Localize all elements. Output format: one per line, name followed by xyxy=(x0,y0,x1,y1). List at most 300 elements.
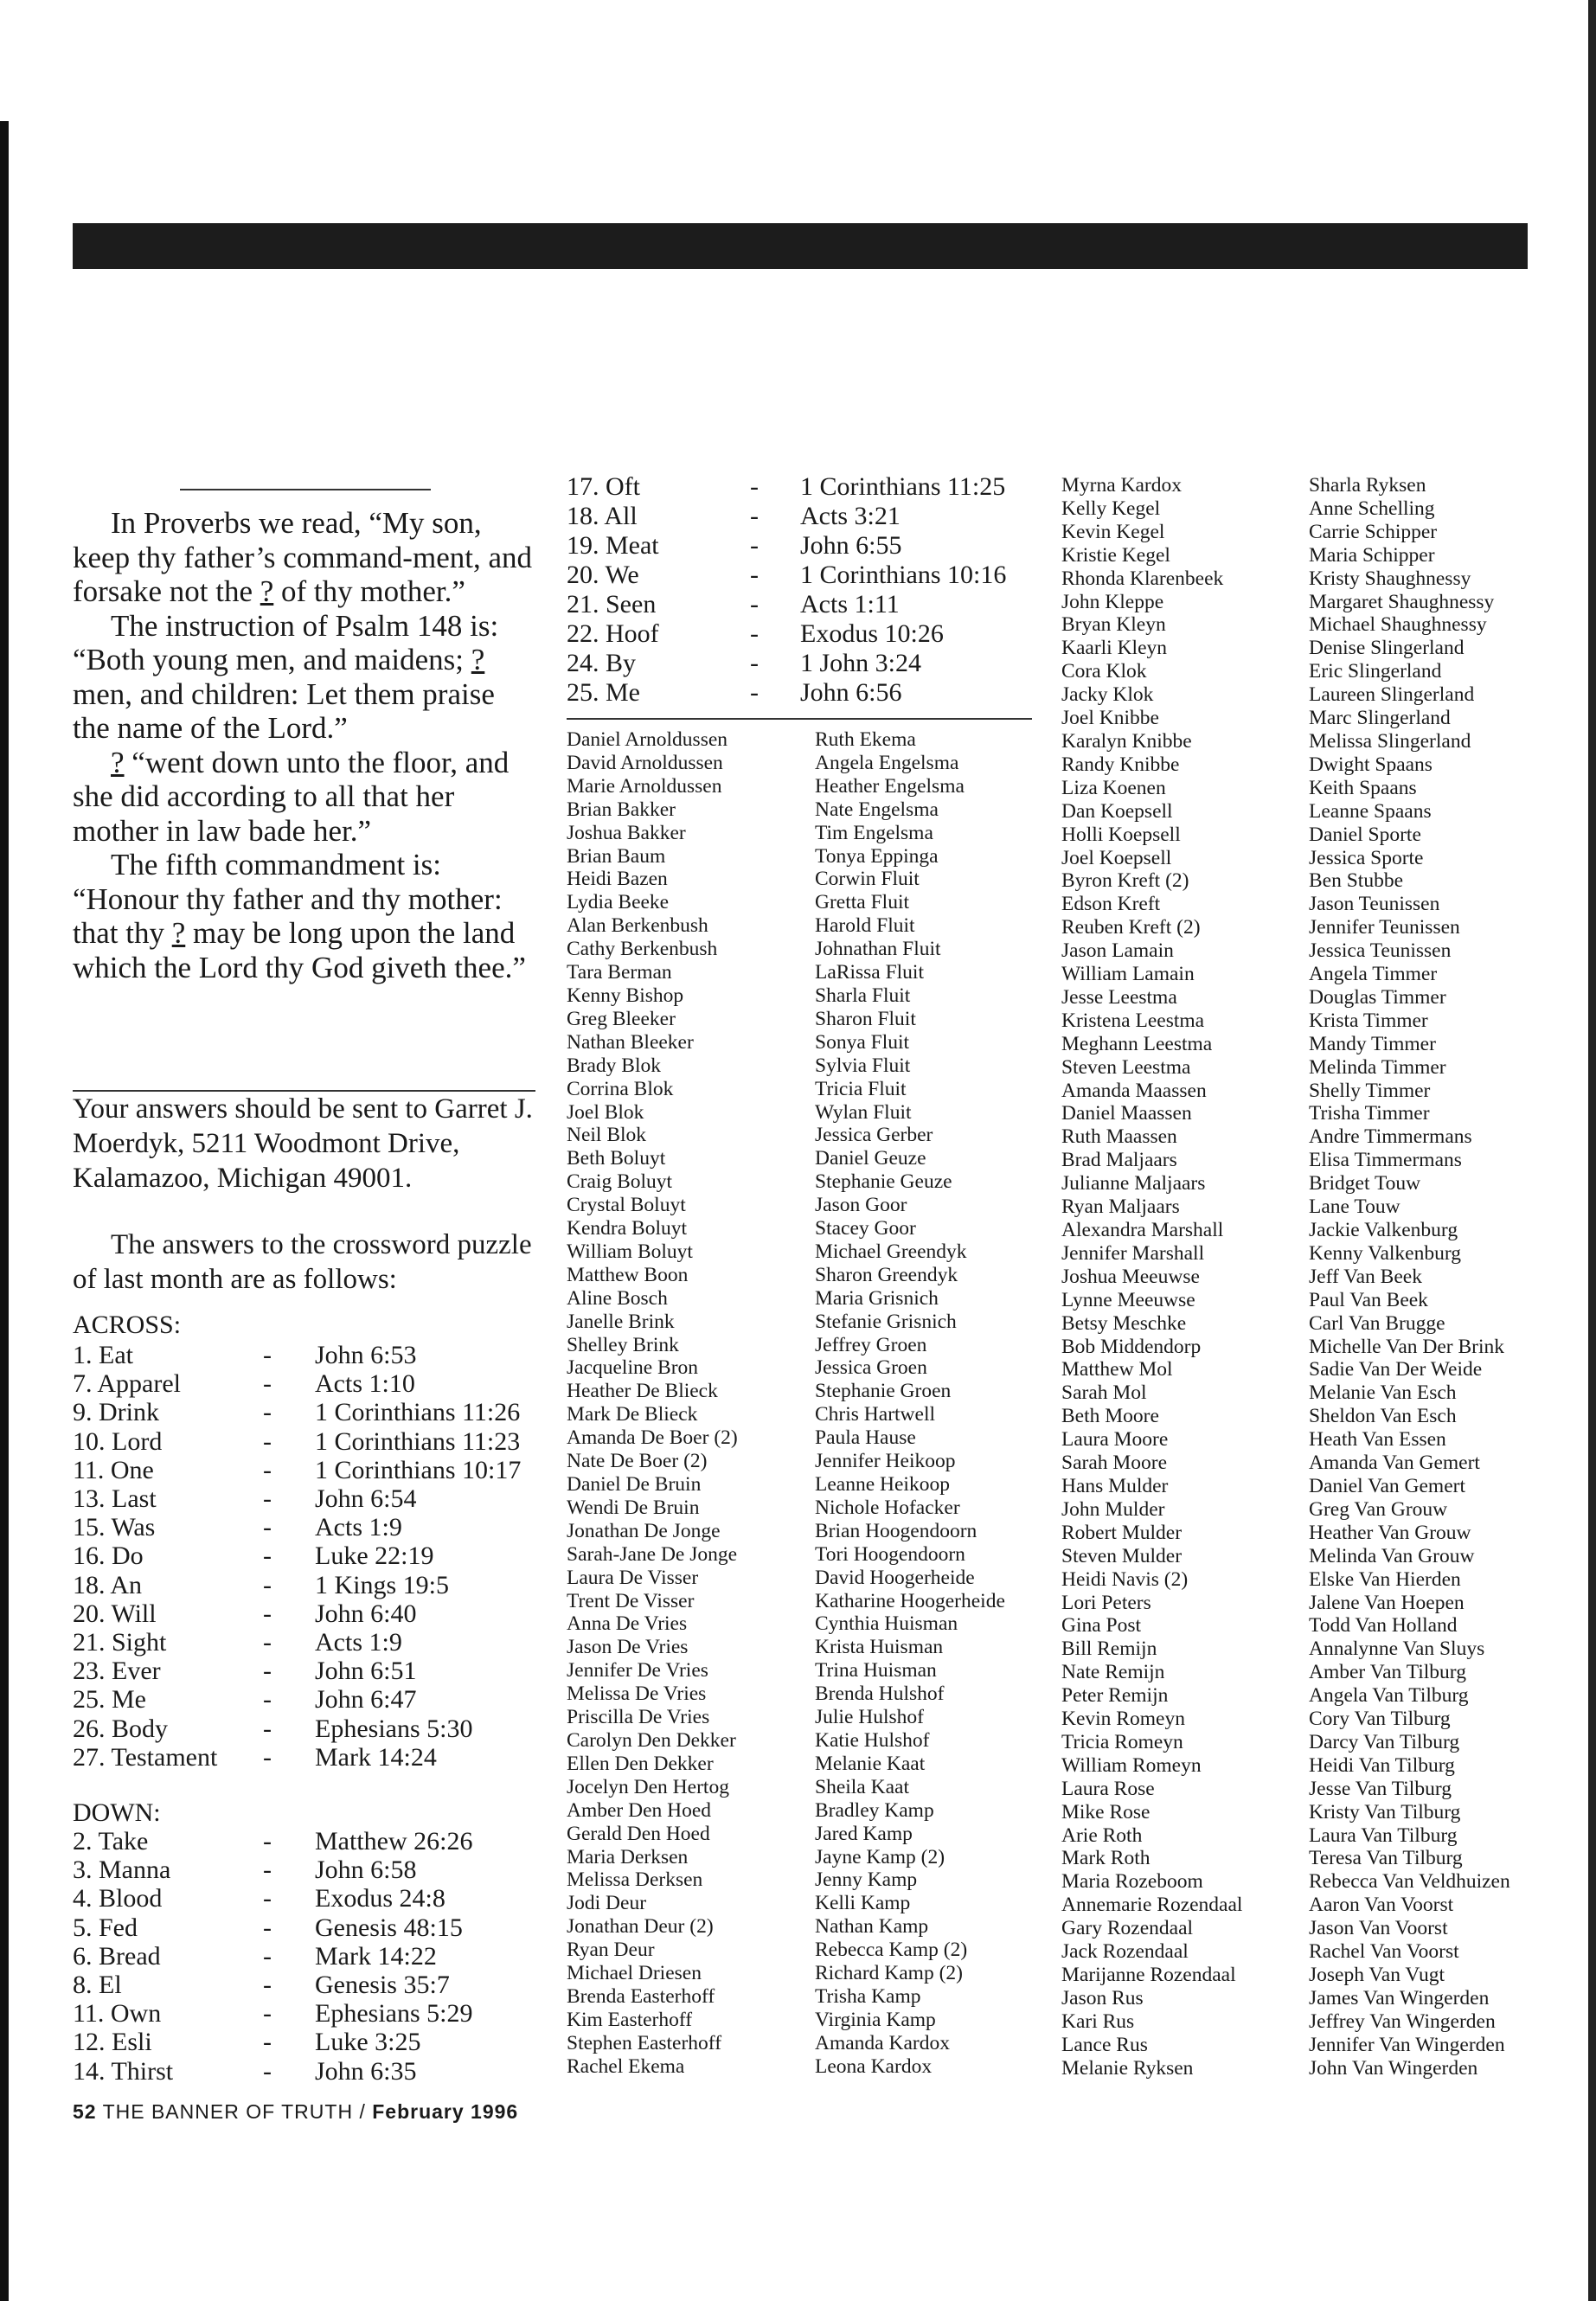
participant-name: Melissa De Vries xyxy=(567,1682,707,1706)
answer-reference: 1 Corinthians 10:16 xyxy=(800,561,1007,589)
down-answers xyxy=(73,1827,544,2086)
participant-name: Michael Shaughnessy xyxy=(1309,613,1487,637)
names-rule xyxy=(567,718,1032,720)
participant-name: Jennifer Heikoop xyxy=(815,1450,956,1473)
participant-name: Sharon Greendyk xyxy=(815,1263,958,1286)
answer-reference: Mark 14:22 xyxy=(315,1941,437,1971)
answer-word: 7. Apparel xyxy=(73,1369,181,1399)
participant-name: Jayne Kamp (2) xyxy=(815,1845,945,1868)
answer-word: 1. Eat xyxy=(73,1341,133,1369)
participant-name: Melanie Ryksen xyxy=(1061,2056,1194,2080)
answer-word: 16. Do xyxy=(73,1541,144,1571)
participant-name: Jeffrey Groen xyxy=(815,1333,927,1356)
participant-name: Bill Remijn xyxy=(1061,1638,1157,1661)
participant-name: Lynne Meeuwse xyxy=(1061,1288,1195,1311)
answer-reference: Luke 22:19 xyxy=(315,1541,434,1571)
answer-dash: - xyxy=(263,1455,272,1484)
issue-date: February 1996 xyxy=(372,2100,519,2123)
participant-name: Jason Goor xyxy=(815,1194,907,1217)
answer-reference: Acts 1:9 xyxy=(315,1513,402,1542)
magazine-title: THE BANNER OF TRUTH xyxy=(102,2100,354,2123)
answer-reference: 1 Kings 19:5 xyxy=(315,1570,450,1599)
answer-word: 13. Last xyxy=(73,1484,157,1514)
answer-dash: - xyxy=(263,1856,272,1885)
participant-name: Sarah Mol xyxy=(1061,1381,1147,1405)
participant-name: Steven Mulder xyxy=(1061,1544,1183,1567)
participant-name: Daniel Van Gemert xyxy=(1309,1474,1465,1497)
participant-name: Angela Engelsma xyxy=(815,751,959,774)
participant-name: Beth Boluyt xyxy=(567,1147,666,1170)
answer-word: 14. Thirst xyxy=(73,2056,174,2086)
participant-name: Heidi Navis (2) xyxy=(1061,1567,1189,1591)
participant-name: Edson Kreft xyxy=(1061,893,1161,916)
participant-name: Marie Arnoldussen xyxy=(567,774,722,798)
answer-word: 11. Own xyxy=(73,1999,162,2029)
participant-name: Janelle Brink xyxy=(567,1310,675,1333)
page-footer: 52 THE BANNER OF TRUTH / February 1996 xyxy=(73,2100,519,2123)
participant-name: Sylvia Fluit xyxy=(815,1054,911,1077)
scan-edge-left xyxy=(0,121,9,2301)
participant-name: Jesse Leestma xyxy=(1061,985,1177,1009)
participant-name: Stephanie Groen xyxy=(815,1380,952,1403)
participant-name: Bob Middendorp xyxy=(1061,1335,1202,1358)
participant-name: Brian Baum xyxy=(567,844,666,868)
answer-dash: - xyxy=(750,472,759,501)
participant-name: Paul Van Beek xyxy=(1309,1288,1428,1311)
participant-name: Cathy Berkenbush xyxy=(567,938,718,961)
across-answers xyxy=(73,1341,544,1772)
participant-name: Joseph Van Vugt xyxy=(1309,1964,1445,1986)
participant-name: Nate Remijn xyxy=(1061,1661,1165,1684)
participant-name: Jack Rozendaal xyxy=(1061,1940,1189,1964)
participant-name: Dwight Spaans xyxy=(1309,753,1433,776)
answers-intro: The answers to the crossword puzzle of last month are as follows: xyxy=(73,1229,532,1295)
participant-name: Ryan Deur xyxy=(567,1939,655,1962)
participant-name: Greg Bleeker xyxy=(567,1007,676,1030)
participant-name: Teresa Van Tilburg xyxy=(1309,1847,1463,1870)
answer-row xyxy=(73,1884,544,1913)
participant-name: Tricia Romeyn xyxy=(1061,1730,1183,1753)
answer-row xyxy=(567,531,1034,561)
participant-name: Kristena Leestma xyxy=(1061,1009,1205,1032)
participant-name: Heath Van Essen xyxy=(1309,1428,1446,1452)
participant-name: Melanie Kaat xyxy=(815,1752,926,1775)
answer-row xyxy=(73,1628,544,1657)
question-1: In Proverbs we read, “My son, keep thy father’s command-ment, and forsake not the ? of thy mother.” xyxy=(73,506,532,608)
participant-name: Byron Kreft (2) xyxy=(1061,869,1189,893)
answer-row xyxy=(73,1571,544,1599)
participant-name: Annemarie Rozendaal xyxy=(1061,1894,1243,1917)
answer-reference: Genesis 48:15 xyxy=(315,1913,463,1942)
answer-dash: - xyxy=(263,1341,272,1369)
participant-name: Kelli Kamp xyxy=(815,1892,911,1915)
participant-name: William Romeyn xyxy=(1061,1753,1202,1777)
participant-name: Shelley Brink xyxy=(567,1333,679,1356)
participant-name: Maria Grisnich xyxy=(815,1286,939,1310)
participant-name: Mark De Blieck xyxy=(567,1403,698,1426)
answer-row xyxy=(73,1999,544,2028)
participant-name: Tim Engelsma xyxy=(815,821,933,844)
participant-name: Lori Peters xyxy=(1061,1591,1151,1614)
participant-name: Leanne Spaans xyxy=(1309,799,1432,823)
participant-name: Craig Boluyt xyxy=(567,1170,673,1194)
participant-name: Brian Hoogendoorn xyxy=(815,1519,977,1542)
answer-dash: - xyxy=(263,1369,272,1399)
participant-name: Kevin Kegel xyxy=(1061,520,1165,543)
participant-name: Rebecca Kamp (2) xyxy=(815,1939,968,1962)
send-answers-note: Your answers should be sent to Garret J. Moerdyk, 5211 Woodmont Drive, Kalamazoo, Michigan 49001. xyxy=(73,1093,533,1194)
answer-dash: - xyxy=(750,649,759,677)
participant-name: Michael Driesen xyxy=(567,1962,702,1985)
participant-name: Priscilla De Vries xyxy=(567,1706,710,1729)
participant-name: Jared Kamp xyxy=(815,1822,913,1845)
answer-dash: - xyxy=(263,2028,272,2057)
participant-name: Laura Van Tilburg xyxy=(1309,1823,1458,1847)
participant-name: Brian Bakker xyxy=(567,798,676,821)
answer-dash: - xyxy=(263,1685,272,1715)
answer-row xyxy=(73,1685,544,1714)
answer-row xyxy=(73,1599,544,1628)
participant-name: Jennifer Van Wingerden xyxy=(1309,2033,1505,2056)
participant-name: Melinda Van Grouw xyxy=(1309,1544,1475,1567)
participant-name: Laura Moore xyxy=(1061,1428,1169,1452)
participant-name: Lane Touw xyxy=(1309,1195,1401,1219)
participant-name: Sarah-Jane De Jonge xyxy=(567,1542,738,1566)
answer-row xyxy=(73,1715,544,1743)
participant-name: Joel Knibbe xyxy=(1061,707,1159,730)
participant-name: Arie Roth xyxy=(1061,1823,1143,1847)
participant-name: Elske Van Hierden xyxy=(1309,1567,1461,1591)
participant-name: Kristy Shaughnessy xyxy=(1309,567,1471,590)
participant-name: Jesse Van Tilburg xyxy=(1309,1777,1452,1800)
participant-name: Neil Blok xyxy=(567,1124,647,1147)
participant-name: Greg Van Grouw xyxy=(1309,1497,1448,1521)
participant-name: Gary Rozendaal xyxy=(1061,1917,1194,1940)
answer-word: 21. Seen xyxy=(567,590,657,619)
names-column-3 xyxy=(1061,474,1242,2080)
participant-name: Myrna Kardox xyxy=(1061,474,1183,497)
participant-name: Rachel Van Voorst xyxy=(1309,1940,1459,1964)
participant-name: Anne Schelling xyxy=(1309,497,1435,520)
participant-name: Marc Slingerland xyxy=(1309,707,1451,730)
participant-name: Joshua Meeuwse xyxy=(1061,1265,1200,1288)
participant-name: Amber Den Hoed xyxy=(567,1798,712,1822)
participant-name: Nathan Bleeker xyxy=(567,1030,694,1054)
answer-reference: 1 John 3:24 xyxy=(800,649,922,677)
answer-dash: - xyxy=(263,1913,272,1942)
participant-name: Margaret Shaughnessy xyxy=(1309,590,1495,613)
answer-row xyxy=(73,1513,544,1541)
participant-name: Richard Kamp (2) xyxy=(815,1962,963,1985)
answer-reference: 1 Corinthians 11:25 xyxy=(800,472,1006,501)
blank: ? xyxy=(471,643,485,676)
participant-name: Aaron Van Voorst xyxy=(1309,1894,1454,1917)
participant-name: Randy Knibbe xyxy=(1061,753,1180,776)
participant-name: Angela Timmer xyxy=(1309,963,1438,986)
answer-dash: - xyxy=(263,2056,272,2086)
participant-name: Robert Mulder xyxy=(1061,1521,1183,1544)
participant-name: Stephanie Geuze xyxy=(815,1170,952,1194)
participant-name: Sheila Kaat xyxy=(815,1775,909,1798)
participant-name: Marijanne Rozendaal xyxy=(1061,1964,1236,1986)
participant-name: Bridget Touw xyxy=(1309,1172,1421,1195)
answer-word: 11. One xyxy=(73,1455,154,1484)
participant-name: Jackie Valkenburg xyxy=(1309,1219,1458,1241)
participant-name: Eric Slingerland xyxy=(1309,660,1442,683)
participant-name: Amanda De Boer (2) xyxy=(567,1426,738,1450)
answer-reference: Mark 14:24 xyxy=(315,1742,437,1772)
participant-name: Sharon Fluit xyxy=(815,1007,916,1030)
participant-name: Jennifer De Vries xyxy=(567,1659,708,1682)
participant-name: Liza Koenen xyxy=(1061,776,1166,799)
answer-row xyxy=(73,1743,544,1772)
answer-dash: - xyxy=(263,1398,272,1427)
answer-row xyxy=(73,1456,544,1484)
answer-row xyxy=(73,1913,544,1942)
participant-name: Laura De Visser xyxy=(567,1566,699,1589)
question-3: ? “went down unto the floor, and she did according to all that her mother in law bade her.” xyxy=(73,745,510,848)
answer-word: 24. By xyxy=(567,649,637,677)
answer-row xyxy=(73,1657,544,1685)
participant-name: LaRissa Fluit xyxy=(815,961,924,984)
participant-name: Kelly Kegel xyxy=(1061,497,1161,520)
participant-name: Jason Rus xyxy=(1061,1986,1144,2009)
answer-word: 5. Fed xyxy=(73,1913,138,1942)
answer-dash: - xyxy=(263,1714,272,1743)
answer-reference: Acts 1:9 xyxy=(315,1628,402,1657)
participant-name: Cora Klok xyxy=(1061,660,1147,683)
participant-name: Jacky Klok xyxy=(1061,683,1154,707)
participant-name: Joel Koepsell xyxy=(1061,846,1172,869)
participant-name: Johnathan Fluit xyxy=(815,938,941,961)
answer-reference: 1 Corinthians 10:17 xyxy=(315,1455,522,1484)
participant-name: Daniel De Bruin xyxy=(567,1473,702,1496)
answer-dash: - xyxy=(750,531,759,560)
participant-name: Amanda Maassen xyxy=(1061,1079,1207,1102)
participant-name: Jessica Groen xyxy=(815,1356,927,1380)
answer-dash: - xyxy=(263,1599,272,1628)
participant-name: Ryan Maljaars xyxy=(1061,1195,1180,1219)
answer-word: 8. El xyxy=(73,1971,122,2000)
participant-name: Sonya Fluit xyxy=(815,1030,910,1054)
participant-name: Annalynne Van Sluys xyxy=(1309,1638,1485,1661)
participant-name: Andre Timmermans xyxy=(1309,1125,1472,1149)
participant-name: Daniel Sporte xyxy=(1309,823,1421,846)
participant-name: Cory Van Tilburg xyxy=(1309,1708,1451,1731)
answer-word: 25. Me xyxy=(73,1685,146,1715)
participant-name: Tricia Fluit xyxy=(815,1077,907,1100)
participant-name: Mandy Timmer xyxy=(1309,1032,1436,1055)
answer-reference: John 6:53 xyxy=(315,1341,417,1369)
participant-name: Brad Maljaars xyxy=(1061,1149,1177,1172)
participant-name: Brady Blok xyxy=(567,1054,662,1077)
participant-name: Trisha Kamp xyxy=(815,1984,921,2008)
participant-name: Kaarli Kleyn xyxy=(1061,637,1168,660)
question-2: The instruction of Psalm 148 is: “Both young men, and maidens; ? men, and children: Let them praise the name of the Lord.” xyxy=(73,608,499,745)
participant-name: Rachel Ekema xyxy=(567,2054,685,2078)
participant-name: Leanne Heikoop xyxy=(815,1473,950,1496)
participant-name: James Van Wingerden xyxy=(1309,1986,1490,2009)
participant-name: Todd Van Holland xyxy=(1309,1614,1458,1638)
participant-name: Rhonda Klarenbeek xyxy=(1061,567,1224,590)
participant-name: Jennifer Marshall xyxy=(1061,1241,1205,1265)
participant-name: Gina Post xyxy=(1061,1614,1142,1638)
participant-name: Kevin Romeyn xyxy=(1061,1708,1185,1731)
participant-name: Carl Van Brugge xyxy=(1309,1311,1445,1335)
answer-dash: - xyxy=(750,561,759,589)
participant-name: Heidi Bazen xyxy=(567,868,668,891)
answer-word: 12. Esli xyxy=(73,2028,152,2057)
participant-name: Shelly Timmer xyxy=(1309,1079,1431,1102)
answer-reference: John 6:35 xyxy=(315,2056,417,2086)
participant-name: Betsy Meschke xyxy=(1061,1311,1187,1335)
participant-name: Paula Hause xyxy=(815,1426,916,1450)
participant-name: Wendi De Bruin xyxy=(567,1496,700,1519)
participant-name: Peter Remijn xyxy=(1061,1684,1169,1708)
participant-name: Anna De Vries xyxy=(567,1612,688,1636)
answer-word: 27. Testament xyxy=(73,1742,218,1772)
participant-name: Leona Kardox xyxy=(815,2054,933,2078)
participant-name: Aline Bosch xyxy=(567,1286,668,1310)
participant-name: Tonya Eppinga xyxy=(815,844,939,868)
answer-dash: - xyxy=(750,678,759,707)
answer-row xyxy=(567,502,1034,531)
participant-name: Amanda Kardox xyxy=(815,2031,950,2054)
down-label: DOWN: xyxy=(73,1798,161,1827)
participant-name: Melissa Slingerland xyxy=(1309,729,1471,753)
participant-name: Corwin Fluit xyxy=(815,868,920,891)
participant-name: Stephen Easterhoff xyxy=(567,2031,722,2054)
participant-name: Daniel Geuze xyxy=(815,1147,926,1170)
answer-row xyxy=(73,1427,544,1456)
participant-name: Nate Engelsma xyxy=(815,798,939,821)
participant-name: Elisa Timmermans xyxy=(1309,1149,1462,1172)
across-label: ACROSS: xyxy=(73,1311,182,1339)
top-rule xyxy=(180,489,431,490)
answer-word: 9. Drink xyxy=(73,1398,159,1427)
answer-word: 4. Blood xyxy=(73,1884,163,1913)
participant-name: Brenda Easterhoff xyxy=(567,1984,715,2008)
participant-name: Beth Moore xyxy=(1061,1405,1159,1428)
answer-row xyxy=(73,2057,544,2086)
participant-name: Maria Rozeboom xyxy=(1061,1870,1203,1894)
participant-name: John Van Wingerden xyxy=(1309,2056,1478,2080)
participant-name: Sarah Moore xyxy=(1061,1452,1168,1475)
answer-word: 23. Ever xyxy=(73,1657,161,1686)
answer-word: 20. Will xyxy=(73,1599,157,1628)
participant-name: Daniel Arnoldussen xyxy=(567,728,728,751)
answer-dash: - xyxy=(263,1426,272,1456)
participant-name: Nathan Kamp xyxy=(815,1915,929,1939)
answer-reference: Matthew 26:26 xyxy=(315,1827,473,1856)
participant-name: Reuben Kreft (2) xyxy=(1061,916,1201,939)
participant-name: Michelle Van Der Brink xyxy=(1309,1335,1505,1358)
answer-reference: 1 Corinthians 11:26 xyxy=(315,1398,521,1427)
answer-word: 10. Lord xyxy=(73,1426,163,1456)
names-column-4 xyxy=(1309,474,1510,2080)
participant-name: Alexandra Marshall xyxy=(1061,1219,1224,1241)
answer-dash: - xyxy=(750,619,759,648)
participant-name: Jonathan De Jonge xyxy=(567,1519,721,1542)
answer-reference: Acts 1:11 xyxy=(800,590,900,619)
answer-row xyxy=(567,561,1034,590)
answer-word: 17. Oft xyxy=(567,472,640,501)
participant-name: Jodi Deur xyxy=(567,1892,647,1915)
participant-name: Jeff Van Beek xyxy=(1309,1265,1422,1288)
participant-name: Jason Lamain xyxy=(1061,939,1174,963)
participant-name: Jessica Sporte xyxy=(1309,846,1424,869)
answer-dash: - xyxy=(750,502,759,530)
answer-reference: Ephesians 5:29 xyxy=(315,1999,473,2029)
answer-reference: John 6:51 xyxy=(315,1657,417,1686)
participant-name: Karalyn Knibbe xyxy=(1061,729,1192,753)
down-answers-continued xyxy=(567,472,1034,708)
participant-name: Virginia Kamp xyxy=(815,2008,936,2031)
participant-name: Stefanie Grisnich xyxy=(815,1310,957,1333)
answer-dash: - xyxy=(750,590,759,619)
participant-name: Jessica Teunissen xyxy=(1309,939,1452,963)
participant-name: Matthew Boon xyxy=(567,1263,689,1286)
participant-name: David Arnoldussen xyxy=(567,751,723,774)
answer-dash: - xyxy=(263,1742,272,1772)
participant-name: Ruth Ekema xyxy=(815,728,916,751)
participant-name: Julie Hulshof xyxy=(815,1706,924,1729)
answer-word: 18. An xyxy=(73,1570,143,1599)
participant-name: Matthew Mol xyxy=(1061,1358,1173,1381)
participant-name: Maria Derksen xyxy=(567,1845,689,1868)
puzzle-questions xyxy=(73,506,535,984)
answer-reference: John 6:40 xyxy=(315,1599,417,1628)
participant-name: Mike Rose xyxy=(1061,1800,1151,1823)
answer-reference: 1 Corinthians 11:23 xyxy=(315,1426,521,1456)
answer-word: 6. Bread xyxy=(73,1941,161,1971)
participant-name: Brenda Hulshof xyxy=(815,1682,945,1706)
participant-name: Heidi Van Tilburg xyxy=(1309,1753,1455,1777)
participant-name: Maria Schipper xyxy=(1309,543,1435,567)
participant-name: Jason Teunissen xyxy=(1309,893,1440,916)
participant-name: Sadie Van Der Weide xyxy=(1309,1358,1483,1381)
participant-name: Sharla Ryksen xyxy=(1309,474,1426,497)
answer-reference: John 6:47 xyxy=(315,1685,417,1715)
participant-name: Tara Berman xyxy=(567,961,672,984)
blank: ? xyxy=(171,916,186,950)
participant-name: Katie Hulshof xyxy=(815,1728,930,1752)
blank: ? xyxy=(111,745,125,779)
participant-name: Keith Spaans xyxy=(1309,776,1417,799)
answer-row xyxy=(73,1541,544,1570)
answer-row xyxy=(73,1484,544,1513)
answer-dash: - xyxy=(263,1628,272,1657)
answer-word: 26. Body xyxy=(73,1714,169,1743)
participant-name: Jason De Vries xyxy=(567,1636,689,1659)
participant-name: Steven Leestma xyxy=(1061,1055,1191,1079)
participant-name: Douglas Timmer xyxy=(1309,985,1446,1009)
participant-name: Ellen Den Dekker xyxy=(567,1752,714,1775)
participant-name: Laura Rose xyxy=(1061,1777,1155,1800)
participant-name: Amber Van Tilburg xyxy=(1309,1661,1466,1684)
participant-name: Joshua Bakker xyxy=(567,821,686,844)
answer-row xyxy=(567,472,1034,502)
answer-word: 2. Take xyxy=(73,1827,149,1856)
participant-name: Harold Fluit xyxy=(815,914,915,938)
participant-name: Alan Berkenbush xyxy=(567,914,708,938)
answer-reference: Acts 3:21 xyxy=(800,502,901,530)
participant-name: Jeffrey Van Wingerden xyxy=(1309,2009,1496,2033)
participant-name: Stacey Goor xyxy=(815,1217,916,1240)
participant-name: Jenny Kamp xyxy=(815,1868,918,1892)
participant-name: Heather De Blieck xyxy=(567,1380,718,1403)
names-column-1 xyxy=(567,728,738,2079)
